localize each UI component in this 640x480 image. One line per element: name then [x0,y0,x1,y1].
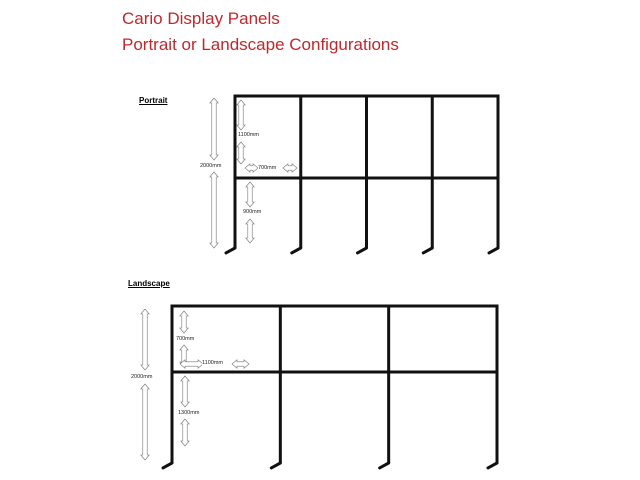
portrait-section-label: Portrait [139,96,168,105]
frame-foot [488,463,497,468]
landscape-panel-width-arrow-right [232,360,249,368]
landscape-overall-height-label: 2000mm [131,374,153,380]
landscape-panel-width-label: 1100mm [202,360,223,366]
portrait-panel-width-label: 700mm [258,165,277,171]
portrait-panel-width-arrow-left [245,164,258,172]
landscape-dimension-arrows [141,309,249,460]
landscape-frame [163,305,497,468]
landscape-upper-height-arrow-a [180,311,188,333]
portrait-upper-height-arrow-a [237,100,245,130]
frame-foot [489,248,498,253]
landscape-upper-height-label: 700mm [176,336,195,342]
frame-foot [423,248,432,253]
title-line-2: Portrait or Landscape Configurations [122,35,399,54]
portrait-overall-height-arrow-lower [210,172,218,248]
portrait-upper-height-label: 1100mm [238,132,259,138]
portrait-lower-height-arrow-b [246,219,254,243]
frame-foot [163,463,172,468]
landscape-lower-height-label: 1300mm [178,410,200,416]
title-line-1: Cario Display Panels [122,9,280,28]
landscape-overall-height-arrow-upper [141,309,149,370]
frame-foot [380,463,389,468]
portrait-lower-height-arrow-a [246,182,254,207]
portrait-upper-height-arrow-b [237,142,245,164]
landscape-panel-width-arrow-left [180,360,203,368]
frame-foot [226,248,235,253]
portrait-lower-height-label: 900mm [243,209,262,215]
landscape-lower-height-arrow-b [181,419,189,446]
frame-foot [358,248,367,253]
landscape-overall-height-arrow-lower [141,384,149,460]
frame-foot [292,248,301,253]
portrait-overall-height-arrow-upper [210,98,218,160]
portrait-overall-height-label: 2000mm [200,163,222,169]
portrait-dimension-arrows [210,98,297,248]
landscape-lower-height-arrow-a [181,376,189,407]
landscape-section-label: Landscape [128,279,170,288]
frame-foot [271,463,280,468]
portrait-panel-width-arrow-right [283,164,297,172]
portrait-frame [226,95,498,253]
